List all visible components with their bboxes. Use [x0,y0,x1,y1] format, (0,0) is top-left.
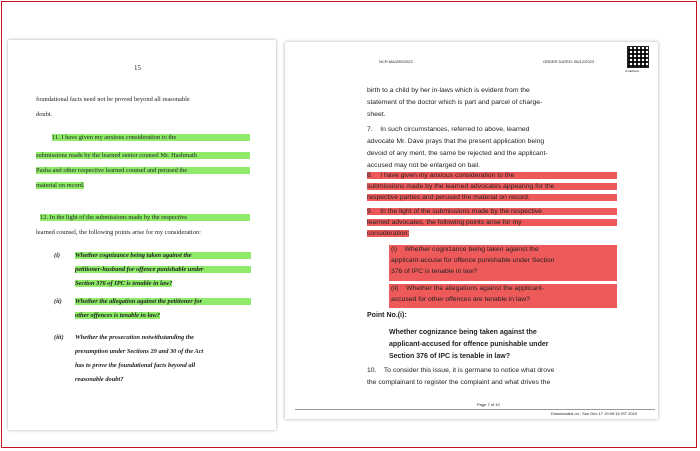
point-number: (iii) [54,334,64,341]
bold-question-line: Section 376 of IPC is tenable in law? [389,353,510,360]
text-line: accused may not be enlarged on bail. [367,162,480,169]
highlighted-line: material on record. [36,182,85,189]
text-line: advocate Mr. Dave prays that the present application being [367,138,545,145]
qr-code-icon [627,46,649,68]
qr-caption: Undefined [625,69,639,73]
highlighted-line: respective parties and perused the material on record. [367,194,617,201]
text-line: devoid of any merit, the same be rejected and the applicant- [367,150,548,157]
text-line: presumption under Sections 29 and 30 of the Act [75,348,204,355]
highlighted-line: 11. I have given my anxious consideration to the [52,134,250,141]
text-line: learned counsel, the following points arise for my consideration: [36,229,201,236]
text-line: 10. To consider this issue, it is germane to notice what drove [367,367,555,374]
highlighted-line: submissions made by the learned senior counsel Mr. Hashmath [36,152,250,159]
text-line: applicant-accuse for offence punishable under Section [391,257,555,264]
point-number: (ii) [54,298,62,305]
download-stamp: Downloaded on : Sun Dec 17 19:00:15 IST 2023 [551,411,637,416]
text-line: foundational facts need not be proved beyond all reasonable [36,96,190,103]
text-line: (i) Whether cognizance being taken against the [391,246,539,253]
text-line: doubt. [36,111,53,118]
highlighted-line: learned advocates, the following points arise for my [367,219,617,226]
highlighted-line: petitioner-husband for offence punishable under [75,266,251,273]
footer-divider [295,409,655,410]
text-line: accused for other offences are tenable in law? [391,296,530,303]
text-line: Whether the prosecution notwithstanding the [75,334,194,341]
left-document-page [8,40,276,430]
text-line: 7. In such circumstances, referred to above, learned [367,126,530,133]
header-ncr: NCR:MA/295/2023 [379,59,413,64]
text-line: reasonable doubt? [75,376,124,383]
page-footer: Page 7 of 10 [477,402,500,407]
highlighted-line: Whether cognizance being taken against the [75,252,251,259]
text-line: 376 of IPC is tenable in law? [391,268,478,275]
highlighted-line: other offences is tenable in law? [75,312,160,319]
point-number: (i) [54,252,61,259]
text-line: birth to a child by her in-laws which is evident from the [367,87,530,94]
page-number: 15 [134,64,141,72]
text-line: (ii) Whether the allegations against the applicant- [391,285,545,292]
highlighted-line: submissions made by the learned advocates appearing for the [367,183,617,190]
highlighted-line: 12. In the light of the submissions made by the respective [40,214,250,221]
text-line: sheet. [367,111,386,118]
header-order-date: ORDER DATED: 08/12/2023 [543,59,595,64]
highlighted-line: Section 376 of IPC is tenable in law? [75,280,173,287]
highlighted-line: Pasha and other respective learned counsel and perused the [36,167,250,174]
text-line: the complainant to register the complaint and what drives the [367,379,551,386]
highlighted-line: Whether the allegation against the petitioner for [75,298,251,305]
right-document-page [285,42,658,419]
bold-question-line: applicant-accused for offence punishable under [389,341,549,348]
point-heading: Point No.(i): [367,312,407,319]
text-line: has to prove the foundational facts beyond all [75,362,196,369]
bold-question-line: Whether cognizance being taken against the [389,329,537,336]
text-line: statement of the doctor which is part and parcel of charge- [367,99,543,106]
highlighted-line: 9. In the light of the submissions made by the respective [367,208,617,215]
highlighted-line: consideration: [367,230,410,237]
highlighted-line: 8. I have given my anxious consideration to the [367,172,617,179]
